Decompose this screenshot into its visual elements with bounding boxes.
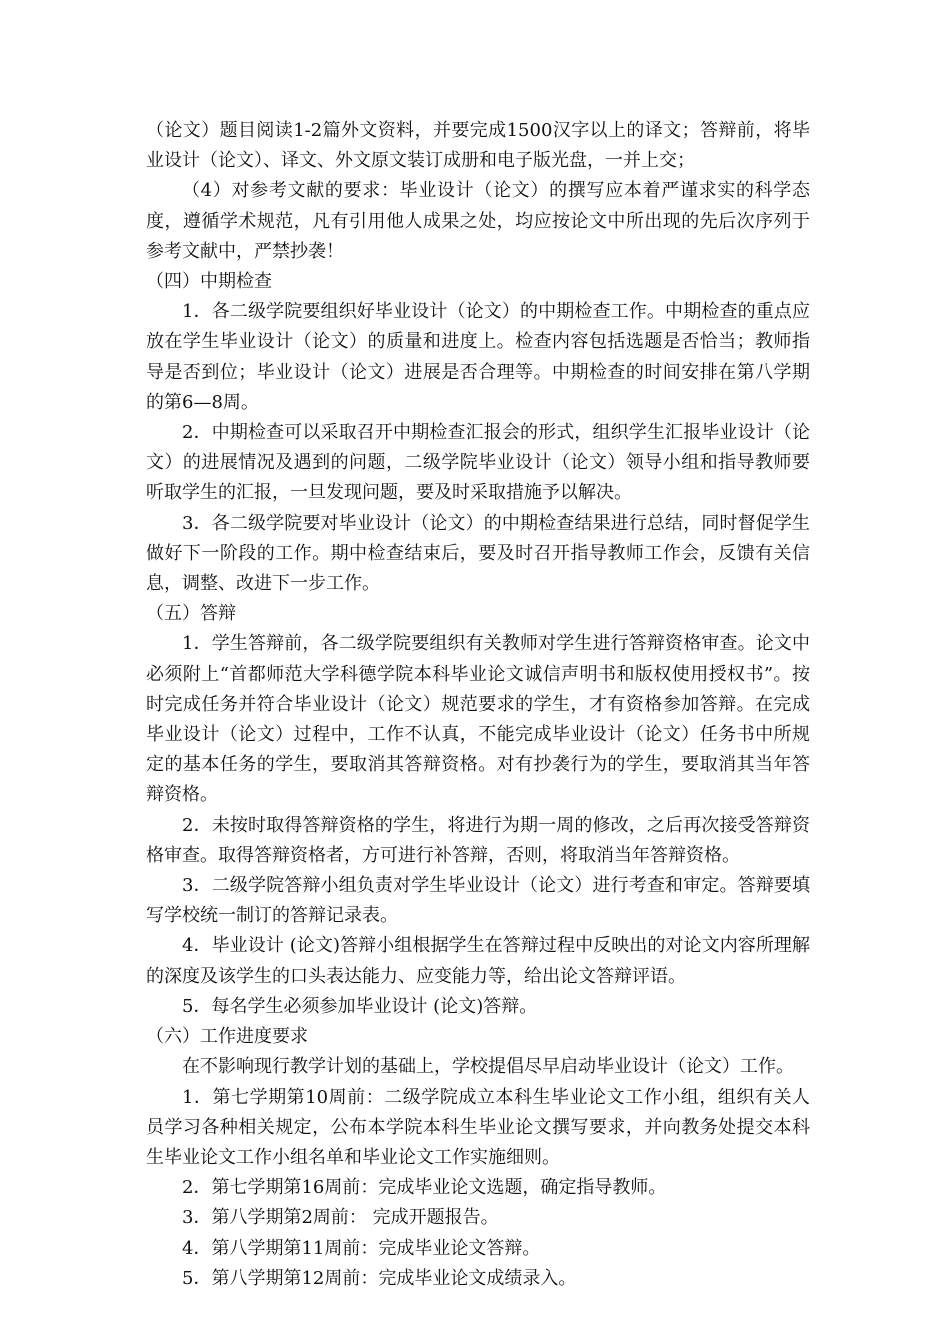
document-body bbox=[146, 116, 810, 1294]
paragraph: 1．第七学期第10周前：二级学院成立本科生毕业论文工作小组，组织有关人员学习各种相关规定，公布本学院本科生毕业论文撰写要求，并向教务处提交本科生毕业论文工作小组名单和毕业论文工作实施细则。 bbox=[146, 1086, 810, 1168]
paragraph: （论文）题目阅读1-2篇外文资料，并要完成1500汉字以上的译文；答辩前，将毕业设计（论文）、译文、外文原文装订成册和电子版光盘，一并上交； bbox=[146, 120, 810, 172]
paragraph: 3．二级学院答辩小组负责对学生毕业设计（论文）进行考查和审定。答辩要填写学校统一制订的答辩记录表。 bbox=[146, 875, 810, 927]
paragraph: 2．中期检查可以采取召开中期检查汇报会的形式，组织学生汇报毕业设计（论文）的进展情况及遇到的问题，二级学院毕业设计（论文）领导小组和指导教师要听取学生的汇报，一旦发现问题，要及时采取措施予以解决。 bbox=[146, 422, 810, 504]
section-heading: （六）工作进度要求 bbox=[146, 1026, 308, 1048]
section-heading: （五）答辩 bbox=[146, 603, 236, 625]
paragraph: 1．各二级学院要组织好毕业设计（论文）的中期检查工作。中期检查的重点应放在学生毕业设计（论文）的质量和进度上。检查内容包括选题是否恰当；教师指导是否到位；毕业设计（论文）进展是否合理等。中期检查的时间安排在第八学期的第6—8周。 bbox=[146, 301, 810, 413]
paragraph: 在不影响现行教学计划的基础上，学校提倡尽早启动毕业设计（论文）工作。 bbox=[182, 1056, 794, 1078]
paragraph: 4．第八学期第11周前：完成毕业论文答辩。 bbox=[182, 1237, 541, 1259]
paragraph: 5．第八学期第12周前：完成毕业论文成绩录入。 bbox=[182, 1267, 577, 1289]
paragraph: 1．学生答辩前，各二级学院要组织有关教师对学生进行答辩资格审查。论文中必须附上“首都师范大学科德学院本科毕业论文诚信声明书和版权使用授权书”。按时完成任务并符合毕业设计（论文）规范要求的学生，才有资格参加答辩。在完成毕业设计（论文）过程中，工作不认真，不能完成毕业设计（论文）任务书中所规定的基本任务的学生，要取消其答辩资格。对有抄袭行为的学生，要取消其当年答辩资格。 bbox=[146, 633, 810, 806]
paragraph: 3．第八学期第2周前： 完成开题报告。 bbox=[182, 1207, 499, 1229]
section-heading: （四）中期检查 bbox=[146, 271, 272, 293]
paragraph: （4）对参考文献的要求：毕业设计（论文）的撰写应本着严谨求实的科学态度，遵循学术规范，凡有引用他人成果之处，均应按论文中所出现的先后次序列于参考文献中，严禁抄袭！ bbox=[146, 180, 810, 262]
paragraph: 5．每名学生必须参加毕业设计 (论文)答辩。 bbox=[182, 995, 538, 1017]
paragraph: 4．毕业设计 (论文)答辩小组根据学生在答辩过程中反映出的对论文内容所理解的深度及该学生的口头表达能力、应变能力等，给出论文答辩评语。 bbox=[146, 935, 810, 987]
paragraph: 2．第七学期第16周前：完成毕业论文选题，确定指导教师。 bbox=[182, 1177, 667, 1199]
paragraph: 3．各二级学院要对毕业设计（论文）的中期检查结果进行总结，同时督促学生做好下一阶段的工作。期中检查结束后，要及时召开指导教师工作会，反馈有关信息，调整、改进下一步工作。 bbox=[146, 512, 810, 595]
paragraph: 2．未按时取得答辩资格的学生，将进行为期一周的修改，之后再次接受答辩资格审查。取得答辩资格者，方可进行补答辩，否则，将取消当年答辩资格。 bbox=[146, 814, 810, 866]
